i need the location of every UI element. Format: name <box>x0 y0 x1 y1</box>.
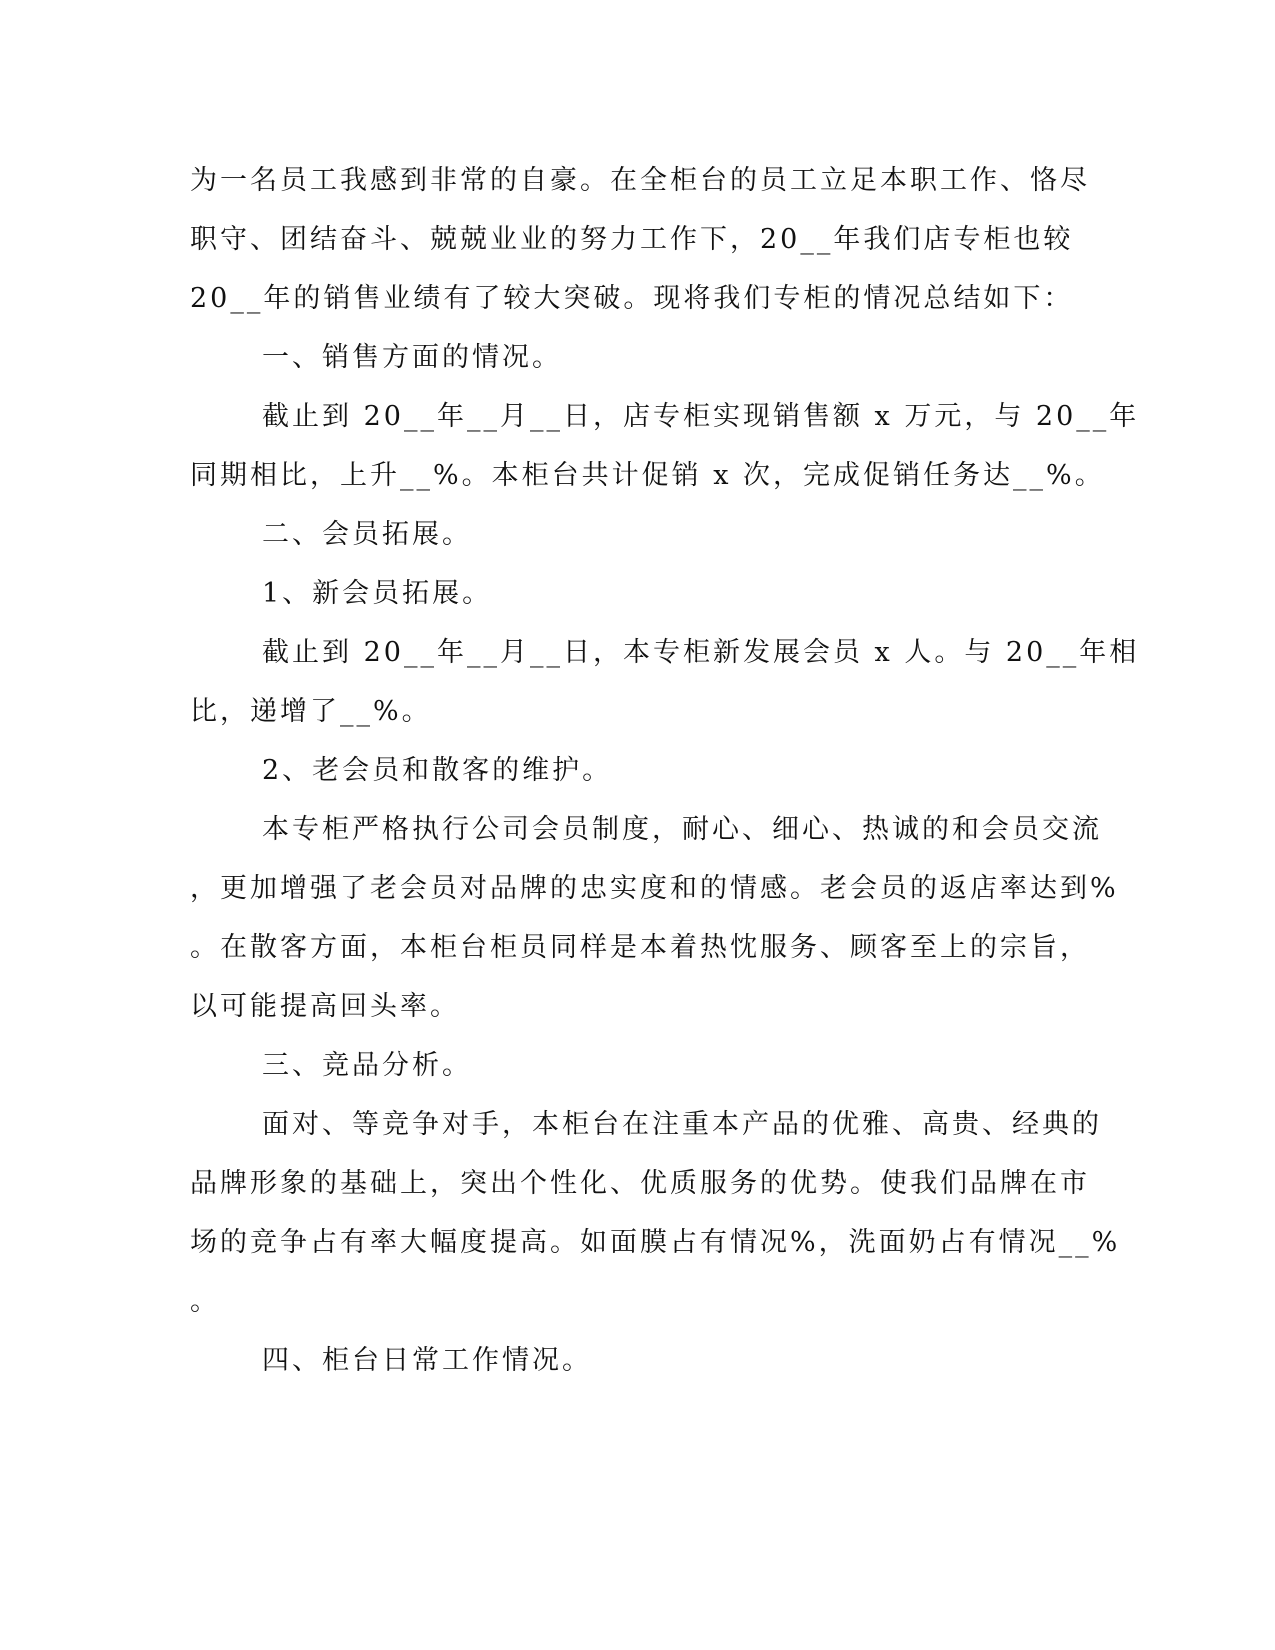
text-line: ，更加增强了老会员对品牌的忠实度和的情感。老会员的返店率达到% <box>190 873 1119 904</box>
text-line: 为一名员工我感到非常的自豪。在全柜台的员工立足本职工作、恪尽 <box>190 165 1090 196</box>
text-line: 同期相比，上升__%。本柜台共计促销 x 次，完成促销任务达__%。 <box>190 460 1105 491</box>
text-line: 比，递增了__%。 <box>190 696 432 727</box>
text-line: 截止到 20__年__月__日，店专柜实现销售额 x 万元，与 20__年 <box>262 401 1140 432</box>
section-heading: 三、竞品分析。 <box>262 1050 472 1081</box>
section-heading: 二、会员拓展。 <box>262 519 472 550</box>
text-line: 职守、团结奋斗、兢兢业业的努力工作下，20__年我们店专柜也较 <box>190 224 1074 255</box>
text-line: 截止到 20__年__月__日，本专柜新发展会员 x 人。与 20__年相 <box>262 637 1140 668</box>
section-heading: 四、柜台日常工作情况。 <box>262 1345 592 1376</box>
subsection-heading: 1、新会员拓展。 <box>262 578 493 609</box>
text-line: 。 <box>190 1286 220 1317</box>
text-line: 本专柜严格执行公司会员制度，耐心、细心、热诚的和会员交流 <box>262 814 1102 845</box>
subsection-heading: 2、老会员和散客的维护。 <box>262 755 613 786</box>
section-heading: 一、销售方面的情况。 <box>262 342 562 373</box>
text-line: 场的竞争占有率大幅度提高。如面膜占有情况%，洗面奶占有情况__% <box>190 1227 1121 1258</box>
text-line: 。在散客方面，本柜台柜员同样是本着热忱服务、顾客至上的宗旨， <box>190 932 1090 963</box>
text-line: 以可能提高回头率。 <box>190 991 460 1022</box>
text-line: 20__年的销售业绩有了较大突破。现将我们专柜的情况总结如下： <box>190 283 1074 314</box>
text-line: 品牌形象的基础上，突出个性化、优质服务的优势。使我们品牌在市 <box>190 1168 1090 1199</box>
text-line: 面对、等竞争对手，本柜台在注重本产品的优雅、高贵、经典的 <box>262 1109 1102 1140</box>
